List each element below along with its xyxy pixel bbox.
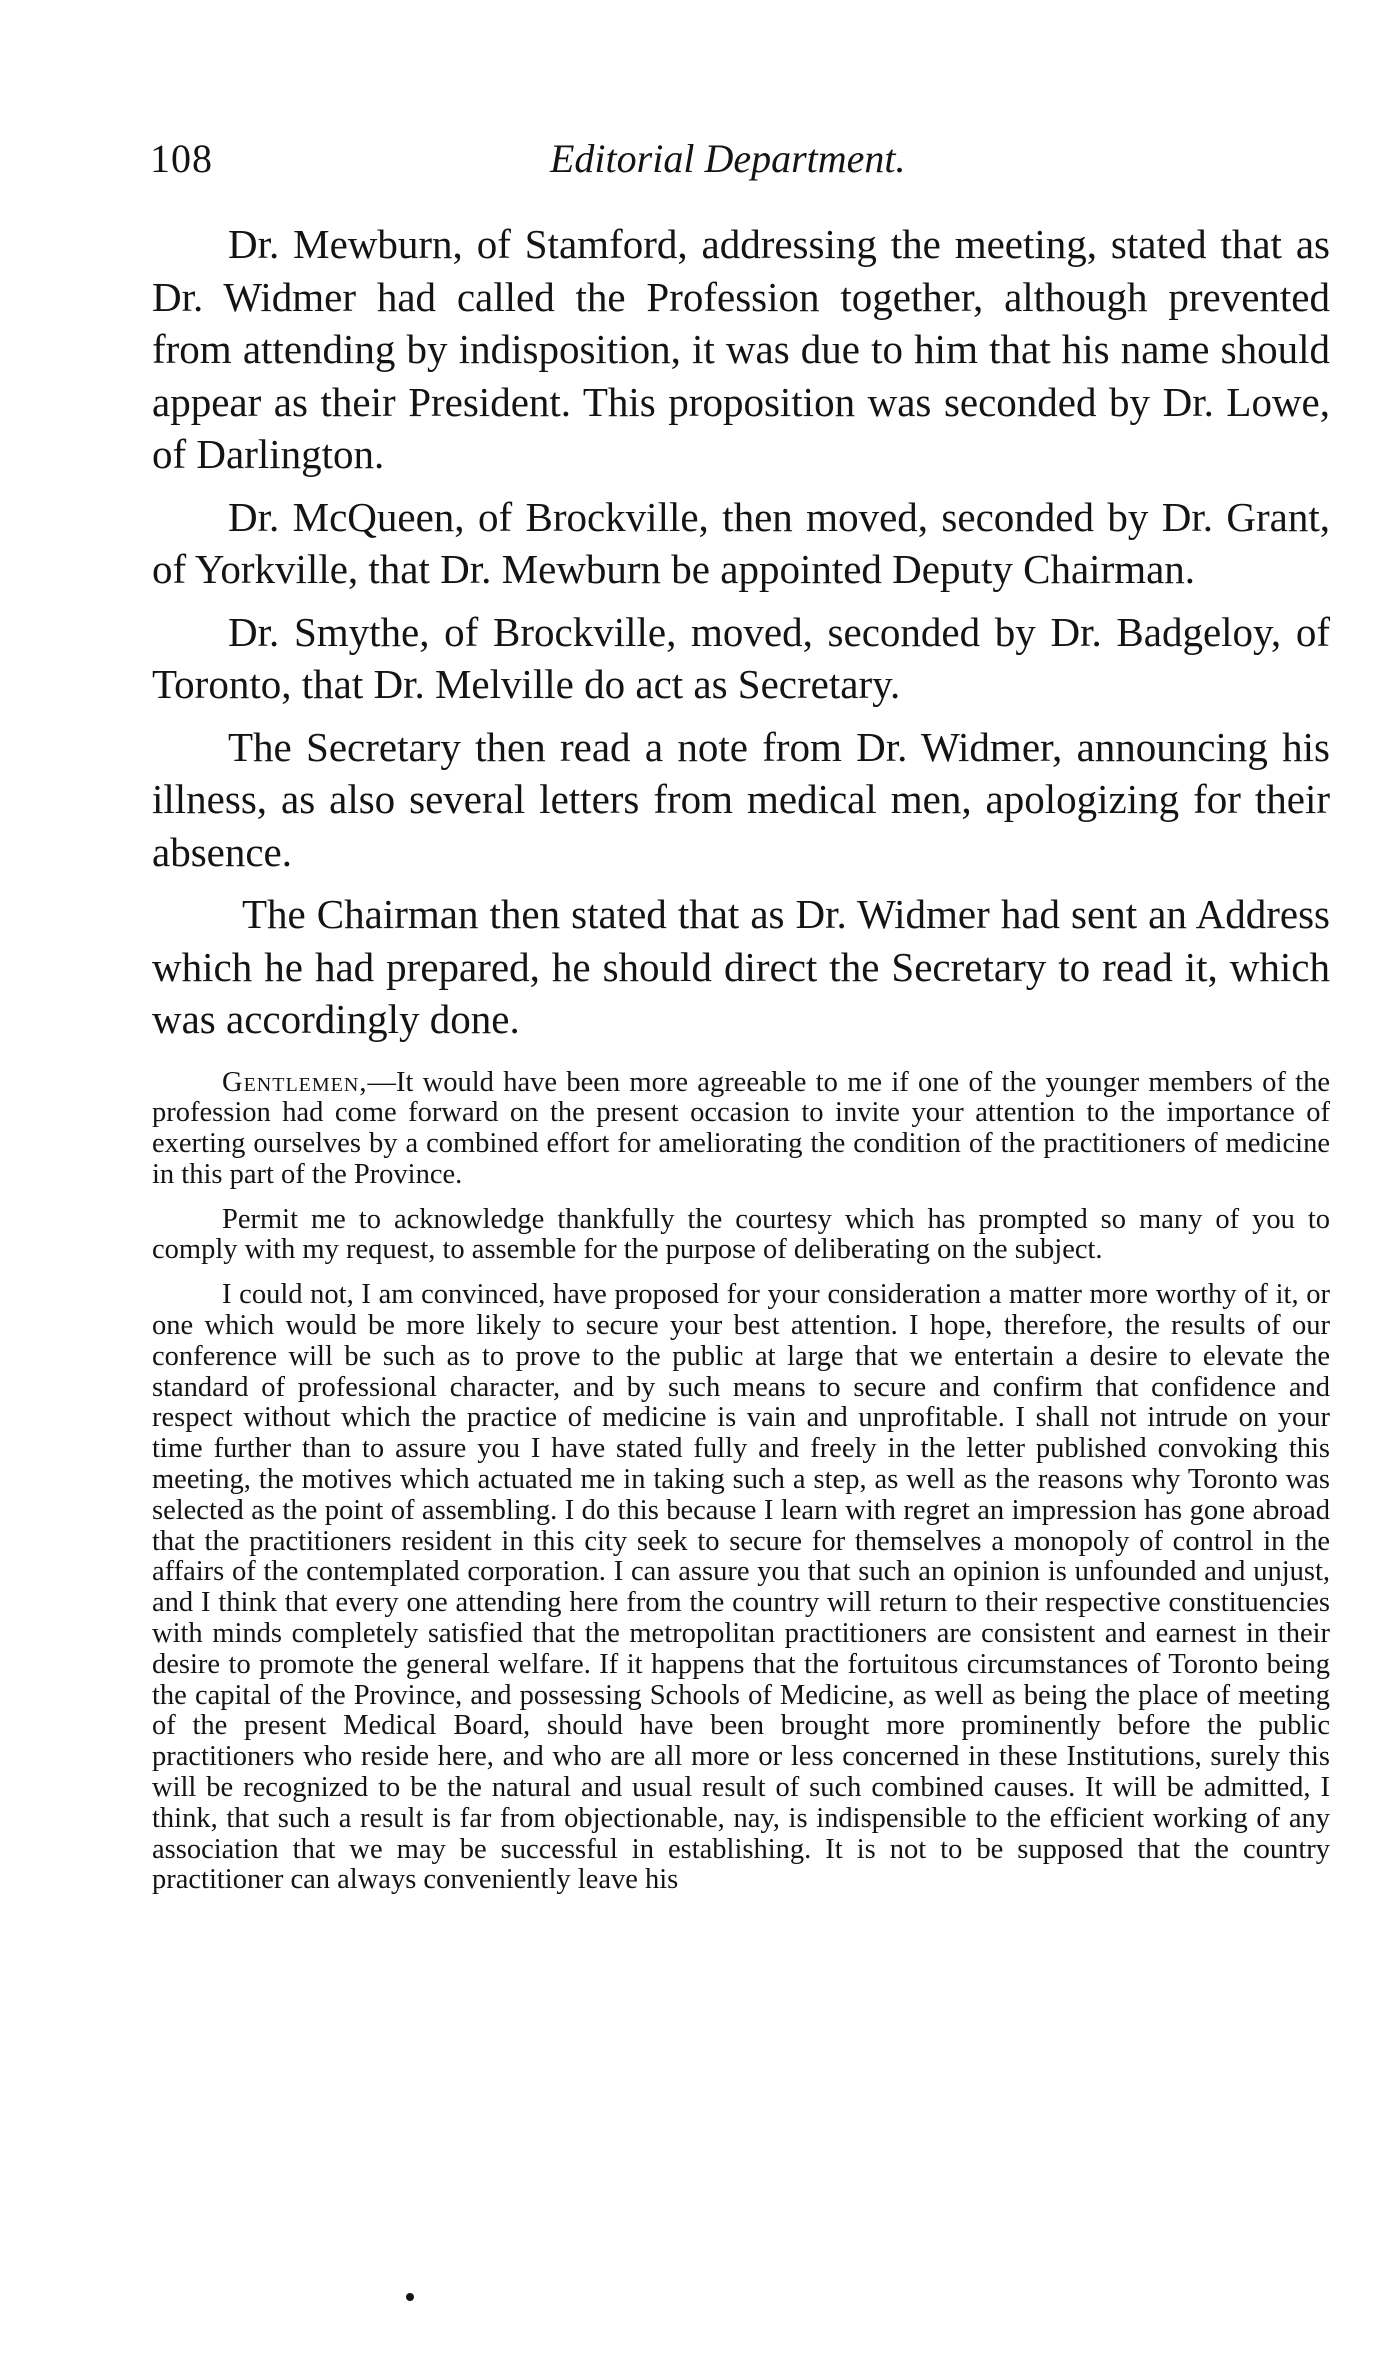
widmer-address [152, 1068, 1330, 1897]
page-number: 108 [150, 136, 213, 181]
section-title: Editorial Department. [550, 136, 906, 181]
running-head [150, 135, 1340, 185]
paragraph-deputy-chairman: Dr. McQueen, of Brockville, then moved, seconded by Dr. Grant, of Yorkville, that Dr. Mewburn be appointed Deputy Chairman. [152, 493, 1330, 592]
letter-paragraph-conference: I could not, I am convinced, have proposed for your consideration a matter more worthy of it, or one which would be more likely to secure your best attention. I hope, therefore, the results of our conference will be such as to prove to the public at large that we entertain a desire to elevate the standard of professional character, and by such means to secure and confirm that confidence and respect without which the practice of medicine is vain and unprofitable. I shall not intrude on your time further than to assure you I have stated fully and freely in the letter published convoking this meeting, the motives which actuated me in taking such a step, as well as the reasons why Toronto was selected as the point of assembling. I do this because I learn with regret an impression has gone abroad that the practitioners resident in this city seek to secure for themselves a monopoly of control in the affairs of the contemplated corporation. I can assure you that such an opinion is unfounded and unjust, and I think that every one attending here from the country will return to their respective constituencies with minds completely satisfied that the metropolitan practitioners are consistent and earnest in their desire to promote the general welfare. If it happens that the fortuitous circumstances of Toronto being the capital of the Province, and possessing Schools of Medicine, as well as being the place of meeting of the present Medical Board, should have been brought more prominently before the public practitioners who reside here, and who are all more or less concerned in these Institutions, surely this will be recognized to be the natural and usual result of such combined causes. It will be admitted, I think, that such a result is far from objectionable, nay, is indispensible to the efficient working of any association that we may be successful in establishing. It is not to be supposed that the country practitioner can always conveniently leave his [152, 1279, 1330, 1896]
letter-opening-paragraph [152, 1068, 1330, 1191]
paragraph-widmer-note: The Secretary then read a note from Dr. Widmer, announcing his illness, as also several letters from medical men, apologizing for their absence. [152, 723, 1330, 875]
ink-dot [406, 2293, 414, 2301]
paragraph-mewburn-president: Dr. Mewburn, of Stamford, addressing the meeting, stated that as Dr. Widmer had called the Profession together, although prevented from attending by indisposition, it was due to him that his name should appear as their President. This proposition was seconded by Dr. Lowe, of Darlington. [152, 221, 1330, 477]
letter-opening-text: —It would have been more agreeable to me if one of the younger members of the profession had come forward on the present occasion to invite your attention to the importance of exerting ourselves by a combined effort for ameliorating the condition of the practitioners of medicine in this part of the Province. [152, 1066, 1330, 1190]
paragraph-address-read: The Chairman then stated that as Dr. Widmer had sent an Address which he had prepared, he should direct the Secretary to read it, which was accordingly done. [152, 891, 1330, 1042]
paragraph-secretary-motion: Dr. Smythe, of Brockville, moved, seconded by Dr. Badgeloy, of Toronto, that Dr. Melville do act as Secretary. [152, 608, 1330, 707]
letter-paragraph-courtesy: Permit me to acknowledge thankfully the courtesy which has prompted so many of you to comply with my request, to assemble for the purpose of deliberating on the subject. [152, 1203, 1330, 1266]
body-text [152, 218, 1330, 1896]
letter-salutation: Gentlemen, [222, 1066, 368, 1098]
